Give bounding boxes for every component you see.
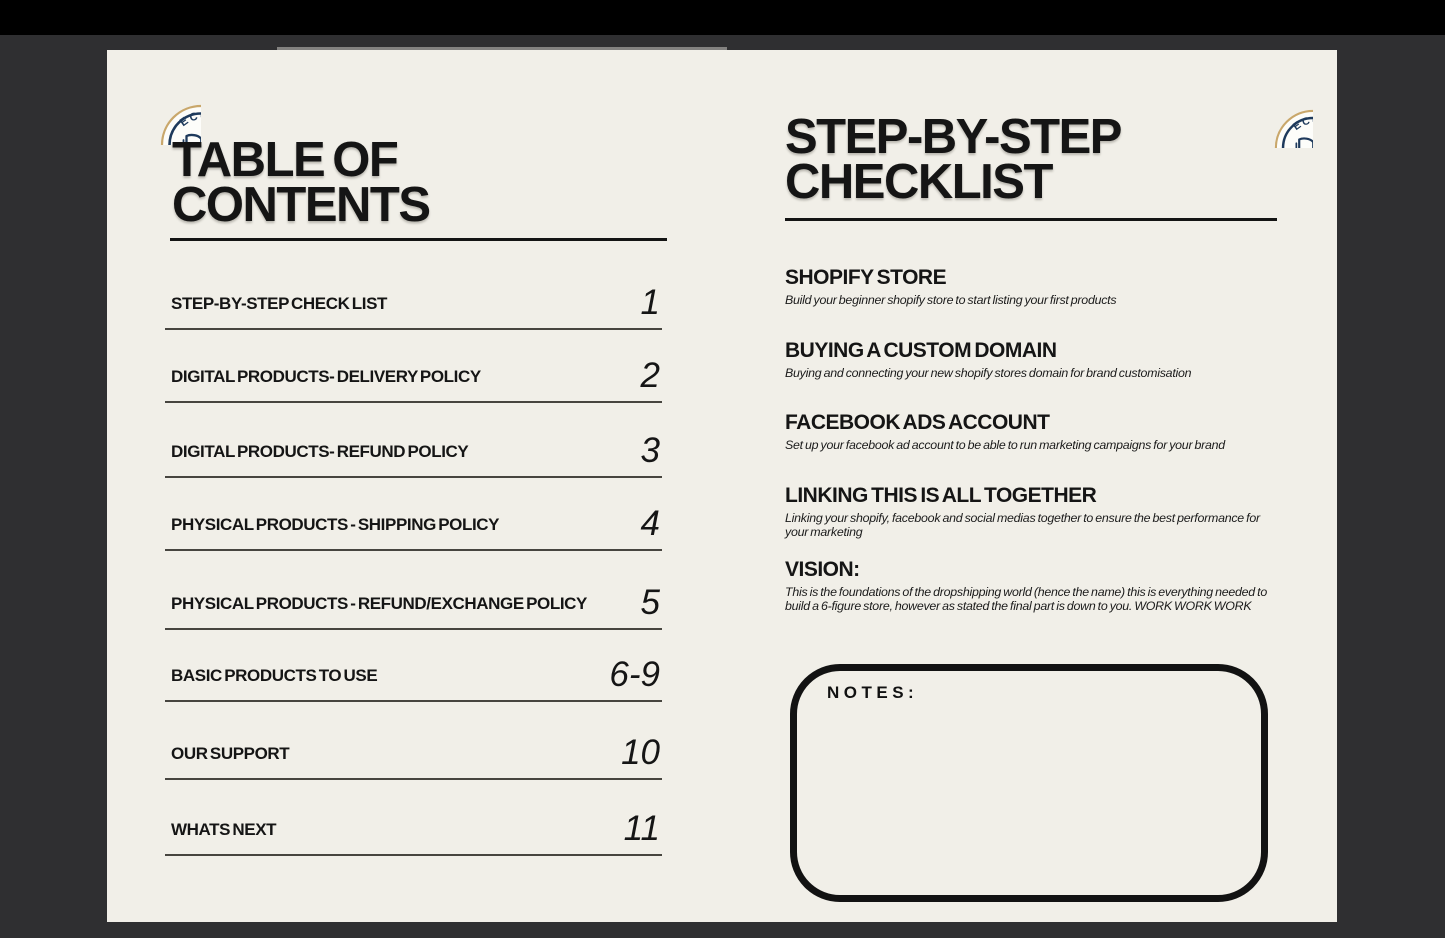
toc-item xyxy=(165,640,662,702)
checklist-title-line2: CHECKLIST xyxy=(785,155,1052,210)
toc-item-label: WHATS NEXT xyxy=(171,820,277,839)
toc-item-page-number: 10 xyxy=(621,733,660,772)
top-letterbox-bar xyxy=(0,0,1445,35)
toc-title-line2: CONTENTS xyxy=(172,178,430,233)
checklist-section xyxy=(785,558,1285,614)
toc-item-page-number: 3 xyxy=(640,431,660,470)
toc-item-label: STEP-BY-STEP CHECK LIST xyxy=(171,294,388,313)
checklist-section xyxy=(785,411,1285,453)
section-heading: FACEBOOK ADS ACCOUNT xyxy=(785,411,1050,434)
section-description: Set up your facebook ad account to be able to run marketing campaigns for your brand xyxy=(785,438,1225,452)
toc-item-page-number: 11 xyxy=(623,809,660,848)
toc-item xyxy=(165,341,662,403)
toc-item xyxy=(165,268,662,330)
toc-item-label: OUR SUPPORT xyxy=(171,744,290,763)
toc-item-page-number: 6-9 xyxy=(609,655,660,694)
page-edge-highlight xyxy=(277,47,727,50)
section-description: This is the foundations of the dropshipping world (hence the name) this is everything needed to build a 6-figure store, however as stated the final part is down to you. WORK WORK WORK xyxy=(785,585,1267,613)
notes-label: NOTES: xyxy=(827,683,919,702)
toc-item-page-number: 2 xyxy=(640,356,660,395)
toc-item xyxy=(165,568,662,630)
checklist-title-rule xyxy=(785,218,1277,221)
toc-item-label: PHYSICAL PRODUCTS - SHIPPING POLICY xyxy=(171,515,500,534)
checklist-section xyxy=(785,339,1285,381)
toc-item-page-number: 4 xyxy=(640,504,660,543)
toc-item-label: DIGITAL PRODUCTS- REFUND POLICY xyxy=(171,442,469,461)
section-heading: VISION: xyxy=(785,558,860,581)
checklist-section xyxy=(785,484,1285,540)
toc-item-label: DIGITAL PRODUCTS- DELIVERY POLICY xyxy=(171,367,481,386)
toc-item xyxy=(165,489,662,551)
section-heading: LINKING THIS IS ALL TOGETHER xyxy=(785,484,1097,507)
checklist-title-line1: STEP-BY-STEP xyxy=(785,110,1121,164)
toc-item-label: BASIC PRODUCTS TO USE xyxy=(171,666,378,685)
notes-box xyxy=(790,664,1268,902)
section-description: Build your beginner shopify store to start listing your first products xyxy=(785,293,1117,307)
section-description: Linking your shopify, facebook and social medias together to ensure the best performance for your marketing xyxy=(785,511,1260,539)
toc-item xyxy=(165,718,662,780)
section-description: Buying and connecting your new shopify stores domain for brand customisation xyxy=(785,366,1192,380)
toc-item-page-number: 1 xyxy=(640,283,660,322)
toc-item-label: PHYSICAL PRODUCTS - REFUND/EXCHANGE POLICY xyxy=(171,594,587,613)
document-page xyxy=(107,50,1337,922)
checklist-section xyxy=(785,266,1285,308)
section-heading: SHOPIFY STORE xyxy=(785,266,947,289)
toc-item-page-number: 5 xyxy=(640,583,660,622)
ecom-codex-logo xyxy=(1235,70,1313,148)
checklist-title xyxy=(785,110,1121,210)
section-heading: BUYING A CUSTOM DOMAIN xyxy=(785,339,1057,362)
toc-title-rule xyxy=(170,238,667,241)
toc-item xyxy=(165,416,662,478)
toc-item xyxy=(165,794,662,856)
toc-title-line1: TABLE OF xyxy=(172,133,398,187)
toc-title xyxy=(172,133,430,233)
